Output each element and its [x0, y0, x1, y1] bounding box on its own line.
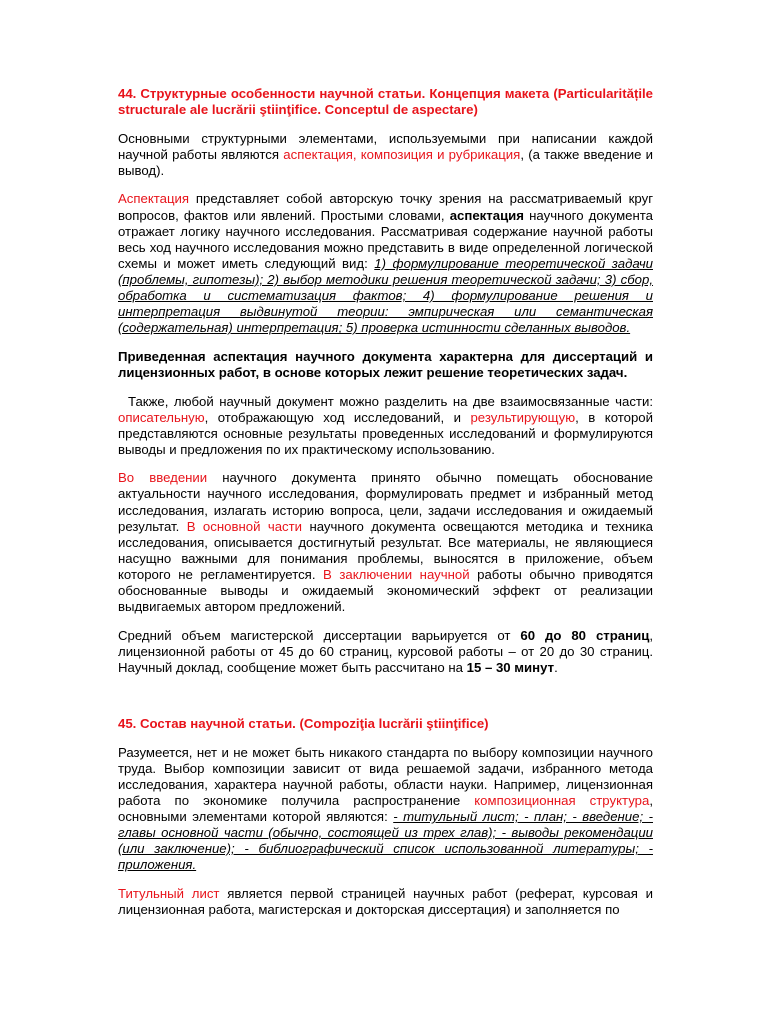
paragraph-composition: [118, 745, 653, 874]
text-run: является первой страницей научных работ (реферат, курсовая и лицензионная работа, магистерская и докторская диссертация) и заполняется по: [118, 885, 653, 917]
bold-term: 15 – 30 минут: [466, 659, 555, 675]
text-run: .: [554, 659, 558, 675]
section-44-heading: 44. Структурные особенности научной статьи. Концепция макета (Particularitățile structurale ale lucrării ştiinţifice. Conceptul de aspectare): [118, 86, 653, 118]
paragraph-structural-elements: [118, 131, 653, 179]
text-run: научного документа освещаются методика и техника исследования, описывается достигнутый результат. Все материалы, не являющиеся насущно важными для понимания проблемы, выносятся в приложение, объем которого не регламентируется.: [118, 518, 653, 582]
bold-term: 60 до 80 страниц: [520, 627, 650, 643]
highlight-term: Во введении: [118, 470, 208, 486]
composition-list: - титульный лист; - план; - введение; - главы основной части (обычно, состоящей из трех глав); - выводы рекомендации (или заключение); - библиографический список использованной литературы; - приложения.: [118, 808, 653, 873]
text-run: , лицензионной работы от 45 до 60 страниц, курсовой работы – от 20 до 30 страниц. Научный доклад, сообщение может быть рассчитано на: [118, 627, 653, 675]
text-run: Разумеется, нет и не может быть никакого стандарта по выбору композиции научного труда. Выбор композиции зависит от вида решаемой задачи, избранного метода исследования, характера научной работы, области науки. Например, лицензионная работа по экономике получила распространение: [118, 744, 653, 808]
text-run: , основными элементами которой являются:: [118, 792, 653, 824]
highlight-term: композиционная структура: [474, 792, 650, 808]
highlight-term: В основной части: [186, 518, 303, 534]
paragraph-aspectation: [118, 191, 653, 336]
paragraph-title-page: [118, 886, 653, 918]
paragraph-intro-body-conclusion: [118, 470, 653, 615]
paragraph-two-parts: [118, 394, 653, 458]
text-run: работы обычно приводятся обоснованные выводы и ожидаемый экономический эффект от реализации выдвигаемых автором предложений.: [118, 566, 653, 615]
text-run: , (а также введение и вывод).: [118, 146, 654, 178]
bold-term: аспектация: [449, 207, 524, 223]
paragraph-dissertation-note: Приведенная аспектация научного документа характерна для диссертаций и лицензионных работ, в основе которых лежит решение теоретических задач.: [118, 348, 653, 380]
text-run: Средний объем магистерской диссертации варьируется от: [118, 627, 521, 643]
paragraph-volume: [118, 628, 653, 676]
section-45-heading: 45. Состав научной статьи. (Compoziţia lucrării ştiinţifice): [118, 716, 489, 731]
highlight-term: В заключении научной: [323, 566, 470, 582]
highlight-term: результирующую: [470, 409, 576, 425]
highlight-term: Аспектация: [118, 191, 190, 207]
highlight-term: описательную: [118, 409, 205, 425]
text-run: , отображающую ход исследований, и: [204, 409, 471, 425]
text-run: Основными структурными элементами, используемыми при написании каждой научной работы являются: [118, 130, 653, 162]
stages-list: 1) формулирование теоретической задачи (проблемы, гипотезы); 2) выбор методики решения теоретической задачи; 3) сбор, обработка и систематизация фактов; 4) формулирование решения и интерпретация выдвинутой теории: эмпирическая или семантическая (содержательная) интерпретация; 5) проверка истинности сделанных выводов.: [118, 255, 653, 336]
text-run: научного документа отражает логику научного исследования. Рассматривая содержание научной работы весь ход научного исследования можно представить в виде определенной логической схемы и может иметь следующий вид:: [118, 207, 653, 271]
highlight-term: аспектация, композиция и рубрикация: [283, 146, 521, 162]
text-run: , в которой представляются основные результаты проведенных исследований и формулируются выводы и предложения по их практическому использованию.: [118, 409, 653, 457]
text-run: Также, любой научный документ можно разделить на две взаимосвязанные части:: [128, 393, 653, 409]
text-run: научного документа принято обычно помещать обоснование актуальности научного исследования, формулировать предмет и избранный метод исследования, излагать историю вопроса, цели, задачи исследования и ожидаемый результат.: [118, 470, 653, 534]
text-run: представляет собой авторскую точку зрения на рассматриваемый круг вопросов, фактов или явлений. Простыми словами,: [118, 191, 653, 223]
highlight-term: Титульный лист: [118, 885, 220, 901]
